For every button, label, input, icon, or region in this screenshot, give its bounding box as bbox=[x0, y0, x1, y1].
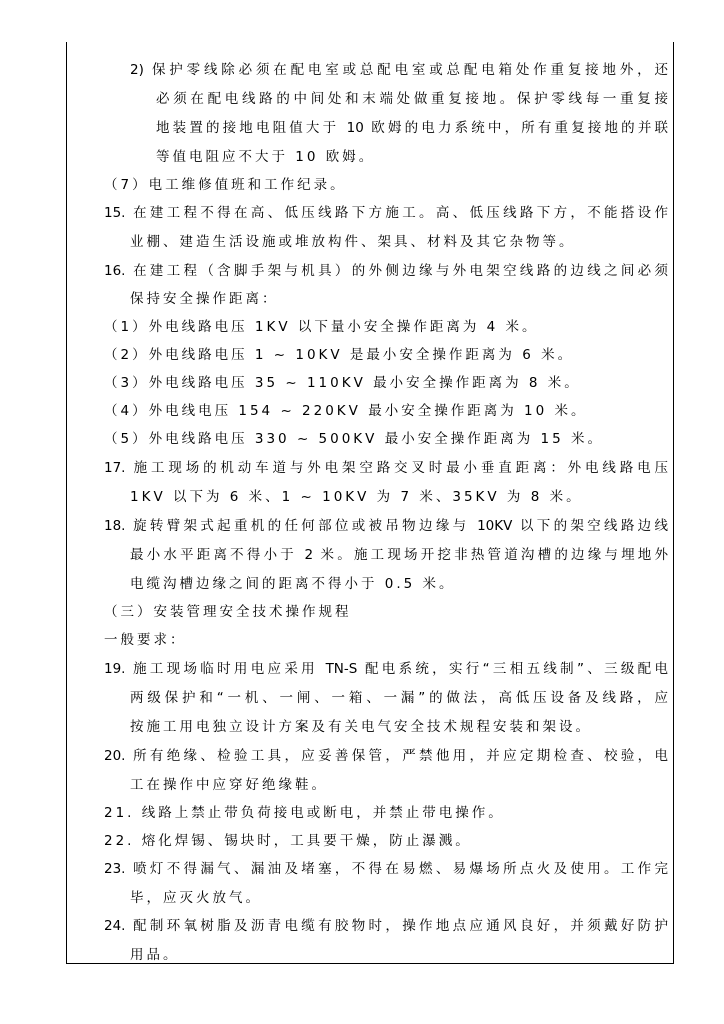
text-line: 毕，应灭火放气。 bbox=[130, 890, 262, 906]
text-line: 用品。 bbox=[130, 947, 180, 963]
text-line: （3）外电线路电压 35 ~ 110KV 最小安全操作距离为 8 米。 bbox=[104, 375, 581, 391]
text-line: 1KV 以下为 6 米、1 ~ 10KV 为 7 米、35KV 为 8 米。 bbox=[130, 489, 583, 505]
text-line: 电缆沟槽边缘之间的距离不得小于 0.5 米。 bbox=[130, 576, 456, 592]
text-line: 19. 施工现场临时用电应采用 TN-S 配电系统，实行“三相五线制”、三级配电 bbox=[104, 661, 668, 677]
text-line: （7）电工维修值班和工作纪录。 bbox=[104, 177, 347, 193]
text-line: 21. 线路上禁止带负荷接电或断电，并禁止带电操作。 bbox=[104, 805, 505, 821]
section-heading: （三）安装管理安全技术操作规程 bbox=[104, 604, 352, 620]
text-line: 22. 熔化焊锡、锡块时，工具要干燥，防止瀑溅。 bbox=[104, 833, 472, 849]
text-line: 17. 施工现场的机动车道与外电架空路交叉时最小垂直距离：外电线路电压 bbox=[104, 460, 668, 476]
text-line: 最小水平距离不得小于 2 米。施工现场开挖非热管道沟槽的边缘与埋地外 bbox=[130, 547, 668, 563]
text-line: 18. 旋转臂架式起重机的任何部位或被吊物边缘与 10KV 以下的架空线路边线 bbox=[104, 518, 668, 534]
text-line: 地装置的接地电阻值大于 10 欧姆的电力系统中，所有重复接地的并联 bbox=[156, 120, 668, 136]
text-line: 按施工用电独立设计方案及有关电气安全技术规程安装和架设。 bbox=[130, 719, 592, 735]
text-line: 必须在配电线路的中间处和末端处做重复接地。保护零线每一重复接 bbox=[156, 91, 668, 107]
text-line: 23. 喷灯不得漏气、漏油及堵塞，不得在易燃、易爆场所点火及使用。工作完 bbox=[104, 861, 668, 877]
text-line: 24. 配制环氧树脂及沥青电缆有胶物时，操作地点应通风良好，并须戴好防护 bbox=[104, 918, 668, 934]
text-line: 两级保护和“一机、一闸、一箱、一漏”的做法，高低压设备及线路，应 bbox=[130, 690, 668, 706]
text-line: 工在操作中应穿好绝缘鞋。 bbox=[130, 777, 328, 793]
text-line: 15. 在建工程不得在高、低压线路下方施工。高、低压线路下方，不能搭设作 bbox=[104, 205, 668, 221]
text-line: 业棚、建造生活设施或堆放构件、架具、材料及其它杂物等。 bbox=[130, 234, 576, 250]
text-line: 等值电阻应不大于 10 欧姆。 bbox=[156, 149, 376, 165]
text-line: 20. 所有绝缘、检验工具，应妥善保管，严禁他用，并应定期检查、校验，电 bbox=[104, 748, 668, 764]
text-line: 16. 在建工程（含脚手架与机具）的外侧边缘与外电架空线路的边线之间必须 bbox=[104, 263, 668, 279]
text-line: 2) 保护零线除必须在配电室或总配电室或总配电箱处作重复接地外，还 bbox=[130, 62, 668, 78]
text-line: （1）外电线路电压 1KV 以下量小安全操作距离为 4 米。 bbox=[104, 319, 539, 335]
text-line: 一般要求： bbox=[104, 632, 187, 648]
text-line: （4）外电线电压 154 ~ 220KV 最小安全操作距离为 10 米。 bbox=[104, 403, 588, 419]
text-line: 保持安全操作距离： bbox=[130, 291, 279, 307]
text-line: （5）外电线路电压 330 ~ 500KV 最小安全操作距离为 15 米。 bbox=[104, 431, 604, 447]
text-line: （2）外电线路电压 1 ~ 10KV 是最小安全操作距离为 6 米。 bbox=[104, 347, 575, 363]
